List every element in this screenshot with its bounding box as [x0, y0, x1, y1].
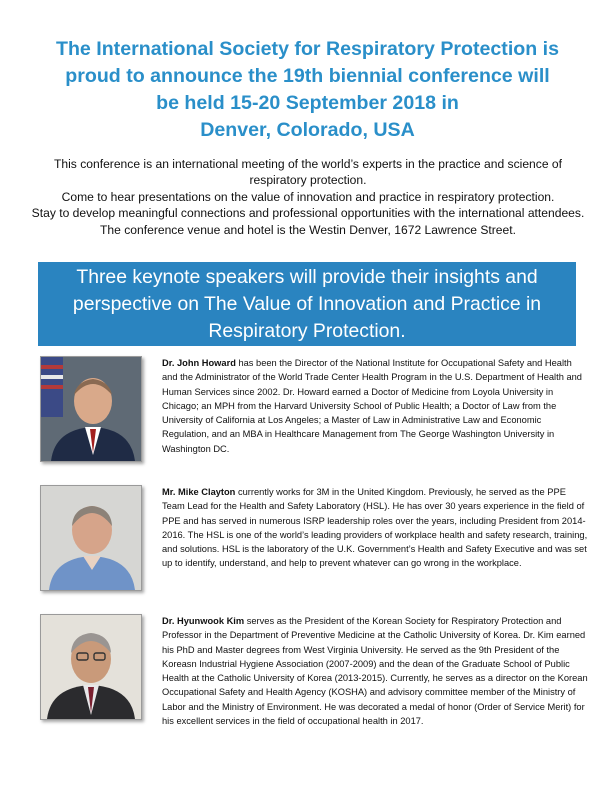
portrait-icon	[41, 357, 141, 461]
speaker-name-howard: Dr. John Howard	[162, 358, 236, 368]
intro-paragraph-1: This conference is an international meeting of the world’s experts in the practice and science of respiratory protection.	[54, 157, 562, 188]
speaker-photo-kim	[40, 614, 142, 720]
portrait-icon	[41, 486, 141, 590]
speaker-bio-text-clayton: currently works for 3M in the United Kingdom. Previously, he served as the PPE Team Lead for the Health and Safety Laboratory (HSL). He has over 30 years experience in the field of PPE and has served in numerous ISRP leadership roles over the years, including President from 2014-2016. The HSL is one of the world’s leading providers of workplace health and safety research, training, and solutions. HSL is the laboratory of the U.K. Government’s Health and Safety Executive and was set up to identify, understand, and help to prevent whatever can go wrong in the workplace.	[162, 487, 588, 569]
intro-paragraph-3: Stay to develop meaningful connections and professional opportunities with the international attendees.	[31, 206, 585, 221]
headline-line-4: Denver, Colorado, USA	[200, 119, 415, 141]
intro-paragraph-4: The conference venue and hotel is the Westin Denver, 1672 Lawrence Street.	[100, 222, 516, 237]
intro-paragraph-2: Come to hear presentations on the value of innovation and practice in respiratory protection.	[61, 189, 555, 204]
speaker-name-kim: Dr. Hyunwook Kim	[162, 616, 245, 626]
speaker-photo-clayton	[40, 485, 142, 591]
intro-text	[28, 156, 588, 238]
headline-line-1: The International Society for Respiratory Protection is	[55, 38, 559, 60]
speaker-photo-howard	[40, 356, 142, 462]
headline-line-2: proud to announce the 19th biennial conference will	[65, 65, 550, 87]
speaker-bio-kim	[162, 614, 588, 728]
speaker-bio-text-kim: serves as the President of the Korean Society for Respiratory Protection and Professor in the Department of Preventive Medicine at the Catholic University of Korea. Dr. Kim earned his PhD and Master degrees from West Virginia University. He served as the 9th President of the Koreasn Industrial Hygiene Association (2007-2009) and the dean of the Graduate School of Public Health at the Catholic University of Korea (2013-2015). Currently, he serves as a director on the Korean Occupational Safety and Health Agency (KOSHA) and advisory committee member of the Ministry of Labor and the Ministry of Environment. He was decorated a medal of honor (Order of Service Merit) for his excellent services in the field of occupational health in 2017.	[162, 616, 588, 727]
headline-line-3: be held 15-20 September 2018 in	[156, 92, 459, 114]
keynote-banner: Three keynote speakers will provide their insights and perspective on The Value of Innovation and Practice in Respiratory Protection.	[38, 262, 576, 346]
speaker-bio-howard	[162, 356, 588, 456]
speaker-bio-text-howard: has been the Director of the National Institute for Occupational Safety and Health and the Administrator of the World Trade Center Health Program in the U.S. Department of Health and Human Services since 2002. Dr. Howard earned a Doctor of Medicine from Loyola University in Chicago; an MPH from the Harvard University School of Public Health; a Doctor of Law from the University of California at Los Angeles; a Master of Law in Administrative Law and Economic Regulation, and an MBA in Healthcare Management from The George Washington University in Washington DC.	[162, 358, 582, 454]
conference-headline	[20, 36, 595, 144]
speaker-bio-clayton	[162, 485, 588, 571]
speaker-name-clayton: Mr. Mike Clayton	[162, 487, 236, 497]
portrait-icon	[41, 615, 141, 719]
